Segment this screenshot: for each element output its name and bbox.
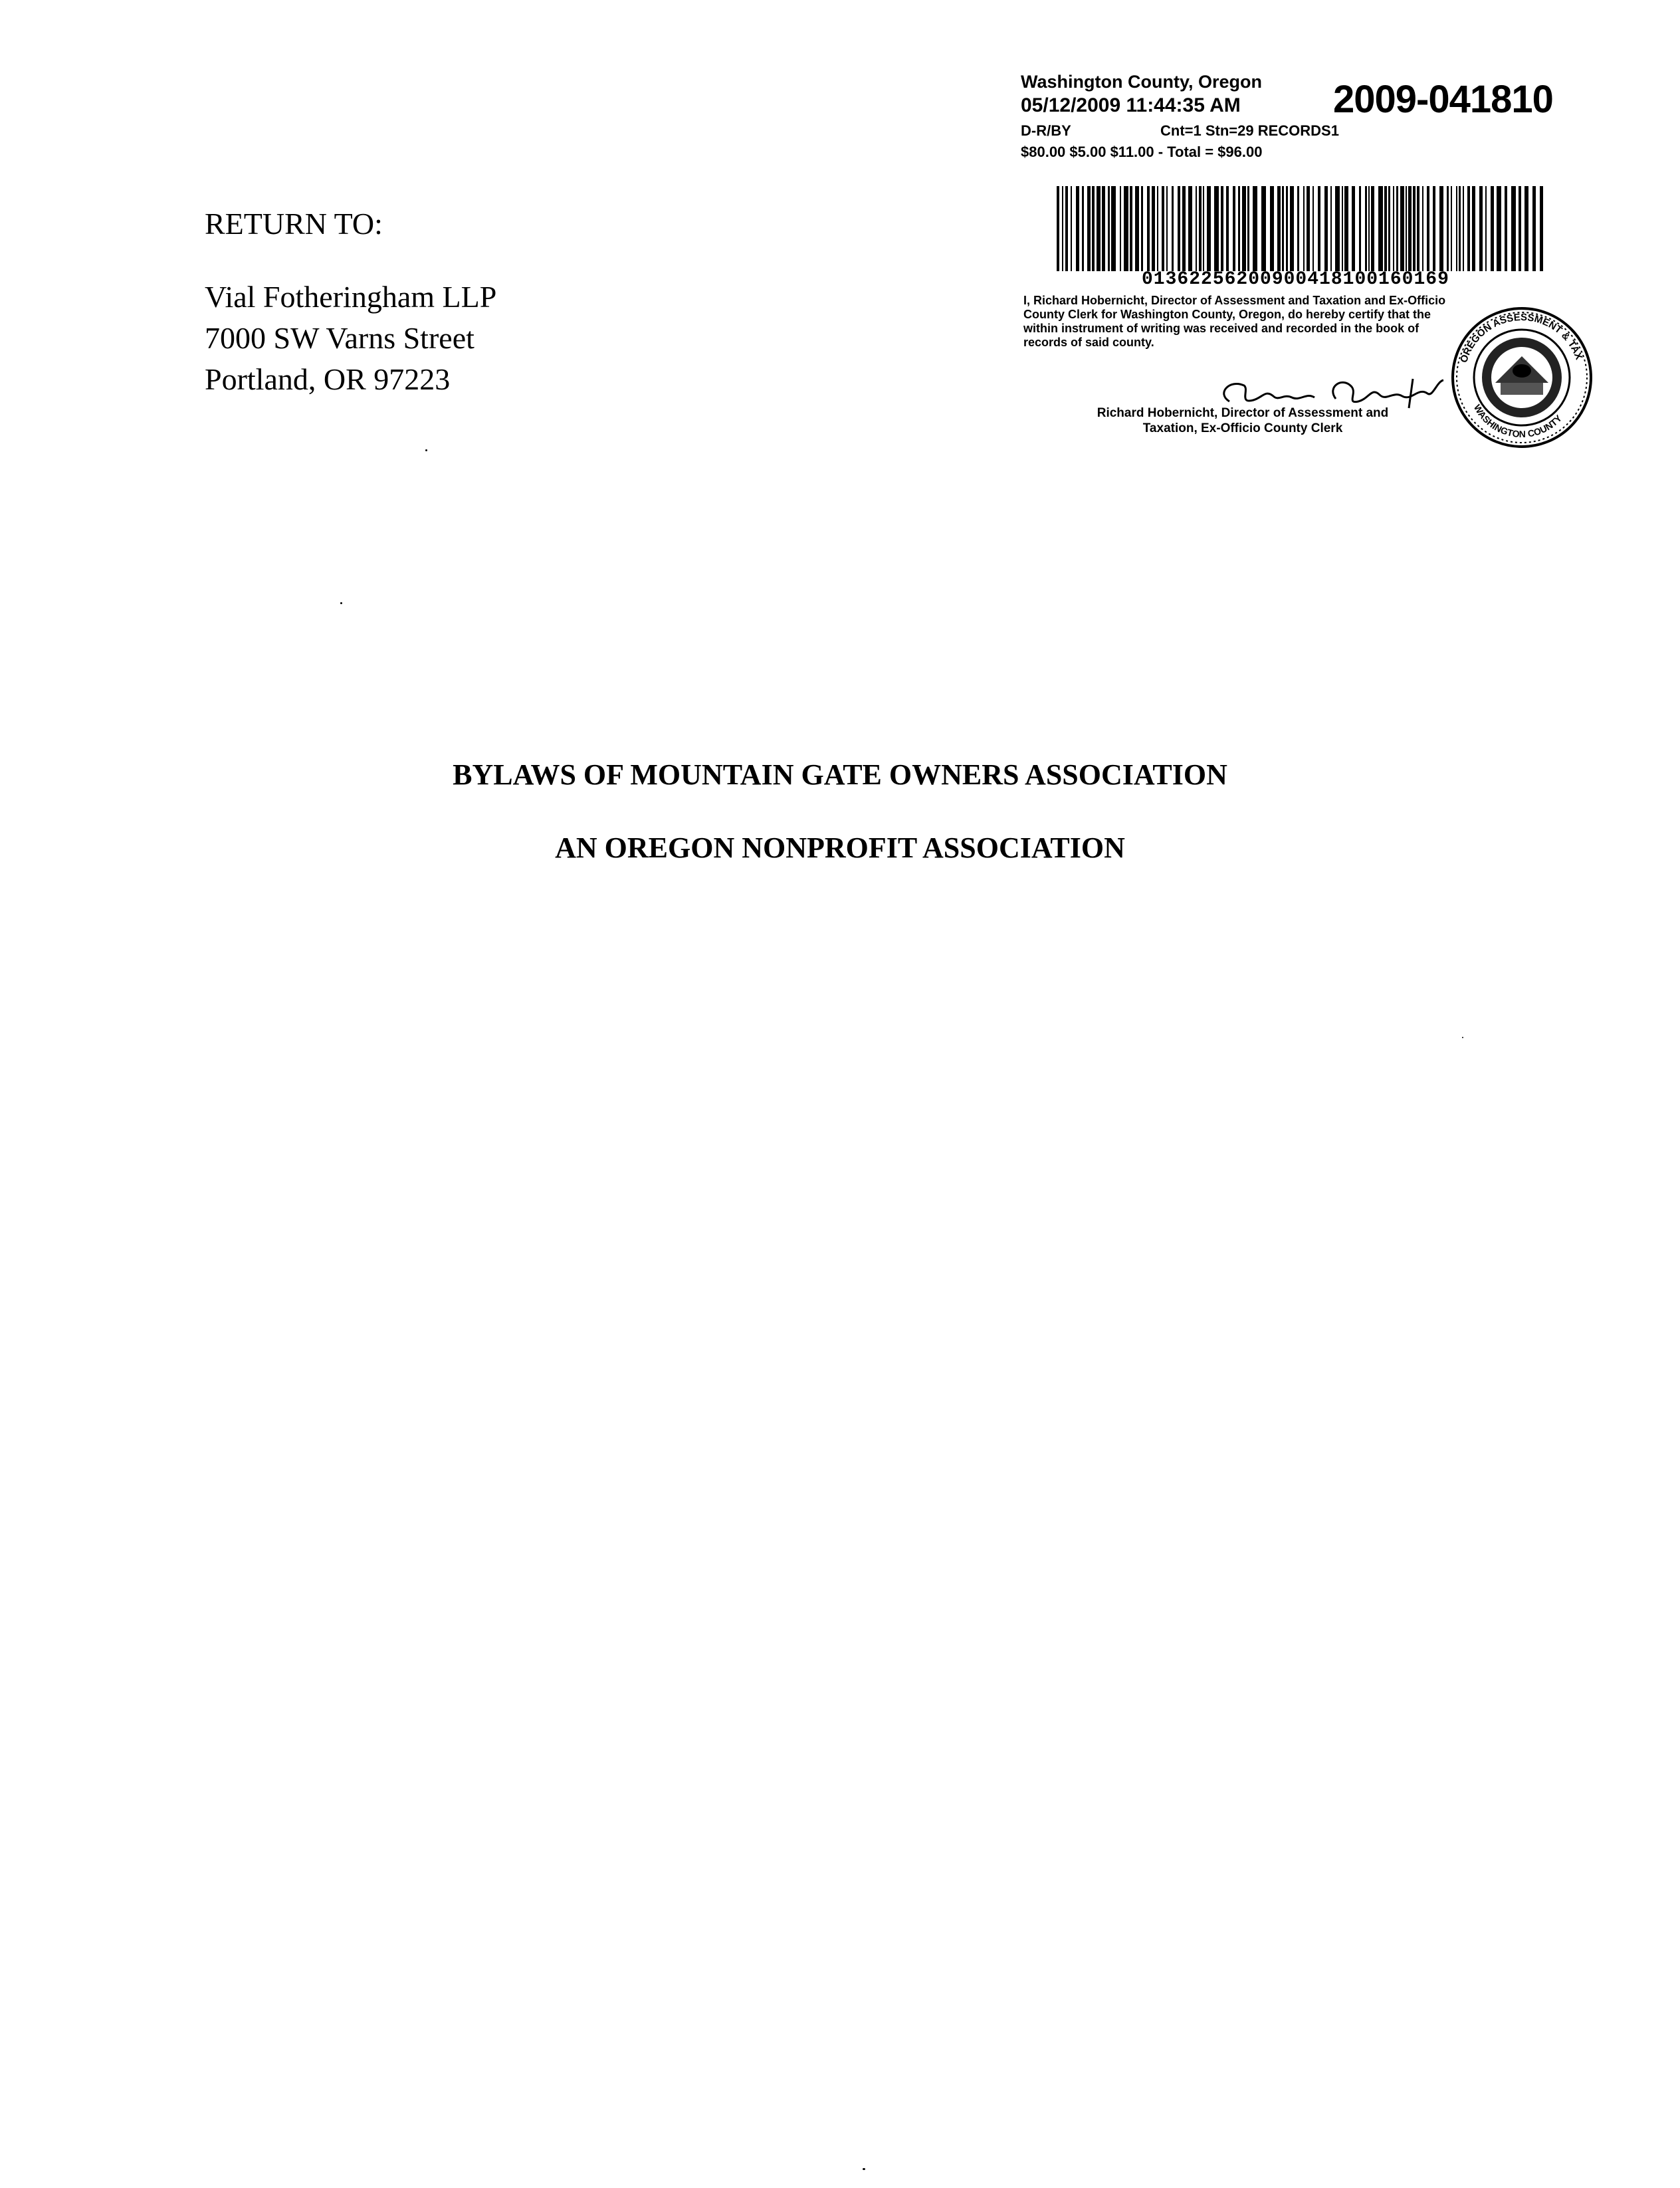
- barcode-bar: [1447, 186, 1449, 271]
- barcode-bar: [1203, 186, 1204, 271]
- barcode-bar: [1388, 186, 1390, 271]
- barcode-bar: [1290, 186, 1294, 271]
- barcode-bar: [1108, 186, 1110, 271]
- barcode-bar: [1182, 186, 1186, 271]
- barcode-bar: [1277, 186, 1281, 271]
- barcode-bar: [1467, 186, 1470, 271]
- return-address-block: [205, 203, 496, 400]
- barcode-bar: [1318, 186, 1320, 271]
- barcode-bar: [1342, 186, 1343, 271]
- barcode-bar: [1152, 186, 1155, 271]
- barcode-bar: [1352, 186, 1355, 271]
- stamp-document-number: 2009-041810: [1333, 78, 1553, 121]
- document-subtitle: AN OREGON NONPROFIT ASSOCIATION: [555, 831, 1125, 864]
- scan-speck: [425, 449, 427, 451]
- barcode-bar: [1393, 186, 1394, 271]
- barcode-bar: [1324, 186, 1328, 271]
- barcode-bar: [1261, 186, 1266, 271]
- barcode-bar: [1124, 186, 1128, 271]
- barcode-bar: [1062, 186, 1063, 271]
- scan-speck: [340, 602, 342, 604]
- return-street: 7000 SW Varns Street: [205, 321, 474, 355]
- barcode-bar: [1130, 186, 1132, 271]
- barcode-bar: [1162, 186, 1164, 271]
- barcode-bar: [1065, 186, 1068, 271]
- barcode-bar: [1459, 186, 1461, 271]
- barcode-bar: [1196, 186, 1197, 271]
- barcode-bar: [1368, 186, 1370, 271]
- barcode-bar: [1135, 186, 1139, 271]
- barcode-bar: [1087, 186, 1091, 271]
- barcode-bar: [1233, 186, 1235, 271]
- barcode-bar: [1199, 186, 1202, 271]
- barcode-bar: [1359, 186, 1361, 271]
- barcode-bar: [1166, 186, 1168, 271]
- return-name: Vial Fotheringham LLP: [205, 280, 497, 314]
- barcode-bar: [1524, 186, 1528, 271]
- barcode-bar: [1120, 186, 1121, 271]
- svg-text:OREGON ASSESSMENT & TAX: OREGON ASSESSMENT & TAX: [1458, 311, 1585, 364]
- barcode-bar: [1400, 186, 1404, 271]
- barcode-bar: [1378, 186, 1383, 271]
- barcode-bar: [1406, 186, 1407, 271]
- barcode-bar: [1147, 186, 1150, 271]
- barcode-bar: [1451, 186, 1452, 271]
- barcode-bar: [1540, 186, 1543, 271]
- barcode-bar: [1519, 186, 1521, 271]
- barcode-bar: [1422, 186, 1423, 271]
- barcode-bar: [1172, 186, 1174, 271]
- barcode-bar: [1307, 186, 1310, 271]
- barcode-bar: [1485, 186, 1487, 271]
- barcode-bar: [1247, 186, 1249, 271]
- barcode-bar: [1057, 186, 1059, 271]
- barcode-bar: [1479, 186, 1483, 271]
- barcode-bar: [1433, 186, 1435, 271]
- barcode-bar: [1270, 186, 1274, 271]
- barcode-bar: [1242, 186, 1246, 271]
- barcode-bar: [1188, 186, 1192, 271]
- barcode-bar: [1427, 186, 1429, 271]
- barcode-bar: [1456, 186, 1457, 271]
- barcode-bar: [1463, 186, 1464, 271]
- certification-text: I, Richard Hobernicht, Director of Assessment and Taxation and Ex-Officio County Clerk for Washington County, Oregon, do hereby certify that the within instrument of writing was received and recorded in the book of records of said county.: [1023, 294, 1446, 349]
- signature-caption-line2: Taxation, Ex-Officio County Clerk: [1142, 421, 1343, 435]
- barcode-number: 01362256200900418100160169: [1142, 269, 1449, 290]
- return-city: Portland, OR 97223: [205, 362, 451, 396]
- barcode-bar: [1238, 186, 1240, 271]
- barcode-bar: [1082, 186, 1084, 271]
- barcode-bar: [1312, 186, 1314, 271]
- barcode-bar: [1497, 186, 1501, 271]
- barcode-bar: [1111, 186, 1116, 271]
- barcode-icon: [1057, 186, 1543, 271]
- barcode-bar: [1417, 186, 1419, 271]
- county-seal-icon: [1449, 304, 1595, 451]
- scan-speck: [1462, 1037, 1463, 1038]
- barcode-bar: [1297, 186, 1299, 271]
- barcode-bar: [1097, 186, 1101, 271]
- barcode-bar: [1221, 186, 1223, 271]
- stamp-code: D-R/BY: [1021, 122, 1071, 139]
- barcode-bar: [1491, 186, 1494, 271]
- barcode-bar: [1505, 186, 1507, 271]
- barcode-bar: [1344, 186, 1348, 271]
- signature-caption: [1050, 405, 1435, 436]
- barcode-bar: [1207, 186, 1211, 271]
- scan-speck: [863, 2168, 865, 2170]
- barcode-bar: [1330, 186, 1332, 271]
- barcode-bar: [1365, 186, 1367, 271]
- barcode-bar: [1413, 186, 1416, 271]
- stamp-datetime: 05/12/2009 11:44:35 AM: [1021, 94, 1241, 116]
- barcode-bar: [1286, 186, 1288, 271]
- barcode-bar: [1282, 186, 1284, 271]
- barcode-bar: [1102, 186, 1105, 271]
- stamp-code-row: [1021, 122, 1339, 140]
- barcode-bar: [1439, 186, 1443, 271]
- barcode-bar: [1157, 186, 1158, 271]
- barcode-bar: [1071, 186, 1072, 271]
- svg-text:WASHINGTON COUNTY: WASHINGTON COUNTY: [1471, 402, 1564, 440]
- return-to-label: RETURN TO:: [205, 207, 383, 241]
- barcode-bar: [1384, 186, 1387, 271]
- barcode-bar: [1335, 186, 1340, 271]
- signature-caption-line1: Richard Hobernicht, Director of Assessment and: [1097, 406, 1389, 420]
- stamp-fees: $80.00 $5.00 $11.00 - Total = $96.00: [1021, 144, 1263, 160]
- barcode-bar: [1214, 186, 1219, 271]
- barcode-bar: [1076, 186, 1079, 271]
- barcode-bar: [1408, 186, 1412, 271]
- stamp-counts: Cnt=1 Stn=29 RECORDS1: [1160, 122, 1339, 139]
- barcode-bar: [1472, 186, 1475, 271]
- barcode-bar: [1303, 186, 1305, 271]
- barcode-bar: [1532, 186, 1536, 271]
- barcode-bar: [1511, 186, 1516, 271]
- barcode-bar: [1396, 186, 1398, 271]
- barcode-bar: [1092, 186, 1095, 271]
- barcode-bar: [1141, 186, 1143, 271]
- barcode-bar: [1371, 186, 1374, 271]
- barcode-bar: [1226, 186, 1229, 271]
- stamp-county: Washington County, Oregon: [1021, 72, 1262, 92]
- barcode-bar: [1253, 186, 1257, 271]
- barcode-bar: [1178, 186, 1180, 271]
- document-title: BYLAWS OF MOUNTAIN GATE OWNERS ASSOCIATION: [453, 758, 1227, 791]
